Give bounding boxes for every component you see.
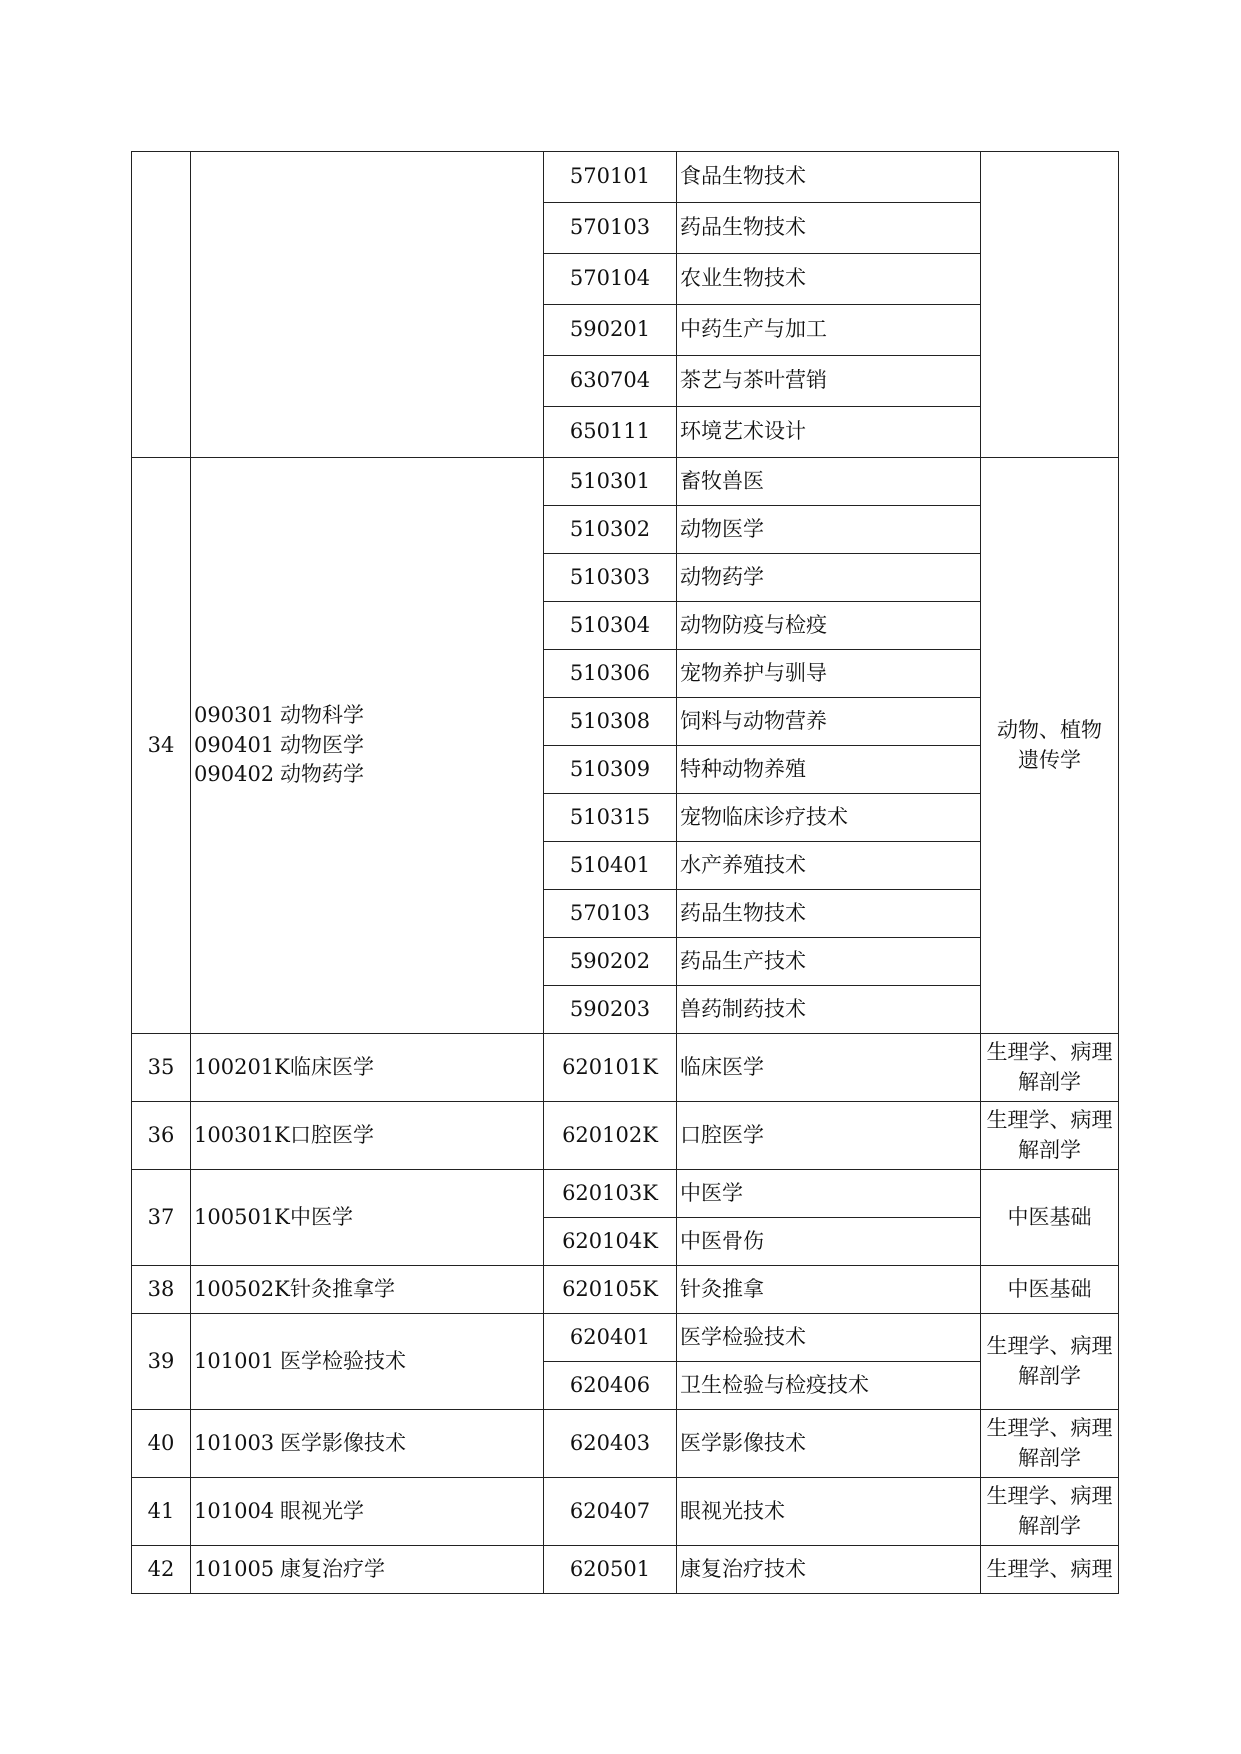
undergrad-major-entry: 100301K口腔医学 <box>194 1122 374 1147</box>
undergrad-major-entry: 100502K针灸推拿学 <box>194 1276 395 1301</box>
exam-subject-cell: 生理学、病理 <box>981 1546 1119 1594</box>
row-number-cell: 35 <box>132 1034 191 1102</box>
row-number-cell: 36 <box>132 1102 191 1170</box>
undergrad-major-cell <box>191 1170 544 1266</box>
vocational-code-cell: 650111 <box>544 407 677 458</box>
undergrad-major-entry: 090401 动物医学 <box>194 732 364 757</box>
vocational-code-cell: 620103K <box>544 1170 677 1218</box>
vocational-code-cell: 570103 <box>544 203 677 254</box>
vocational-code-cell: 510401 <box>544 842 677 890</box>
vocational-name-cell: 药品生产技术 <box>677 938 981 986</box>
vocational-code-cell: 620501 <box>544 1546 677 1594</box>
vocational-code-cell: 590201 <box>544 305 677 356</box>
vocational-name-cell: 农业生物技术 <box>677 254 981 305</box>
undergrad-major-entry: 101001 医学检验技术 <box>194 1348 406 1373</box>
vocational-code-cell: 620105K <box>544 1266 677 1314</box>
vocational-code-cell: 570101 <box>544 152 677 203</box>
vocational-code-cell: 620102K <box>544 1102 677 1170</box>
table-row <box>132 1410 1119 1478</box>
vocational-name-cell: 卫生检验与检疫技术 <box>677 1362 981 1410</box>
table-row <box>132 1102 1119 1170</box>
vocational-name-cell: 食品生物技术 <box>677 152 981 203</box>
vocational-name-cell: 兽药制药技术 <box>677 986 981 1034</box>
vocational-name-cell: 动物医学 <box>677 506 981 554</box>
vocational-name-cell: 茶艺与茶叶营销 <box>677 356 981 407</box>
vocational-code-cell: 620101K <box>544 1034 677 1102</box>
vocational-name-cell: 环境艺术设计 <box>677 407 981 458</box>
vocational-code-cell: 570103 <box>544 890 677 938</box>
row-number-cell: 38 <box>132 1266 191 1314</box>
vocational-code-cell: 590202 <box>544 938 677 986</box>
vocational-name-cell: 中药生产与加工 <box>677 305 981 356</box>
table-row <box>132 1314 1119 1362</box>
undergrad-major-entry: 101005 康复治疗学 <box>194 1556 385 1581</box>
row-number-cell: 40 <box>132 1410 191 1478</box>
exam-subject-cell: 生理学、病理 解剖学 <box>981 1034 1119 1102</box>
table-row <box>132 1546 1119 1594</box>
vocational-code-cell: 510309 <box>544 746 677 794</box>
row-number-cell: 39 <box>132 1314 191 1410</box>
vocational-code-cell: 510304 <box>544 602 677 650</box>
undergrad-major-cell <box>191 458 544 1034</box>
table-row <box>132 458 1119 506</box>
undergrad-major-entry: 090402 动物药学 <box>194 762 364 787</box>
vocational-name-cell: 水产养殖技术 <box>677 842 981 890</box>
table-row <box>132 1034 1119 1102</box>
exam-subject-cell: 生理学、病理 解剖学 <box>981 1314 1119 1410</box>
vocational-code-cell: 510306 <box>544 650 677 698</box>
vocational-name-cell: 中医骨伤 <box>677 1218 981 1266</box>
undergrad-major-cell <box>191 152 544 458</box>
undergrad-major-cell <box>191 1478 544 1546</box>
table-row <box>132 1266 1119 1314</box>
undergrad-major-cell <box>191 1034 544 1102</box>
vocational-name-cell: 康复治疗技术 <box>677 1546 981 1594</box>
row-number-cell: 34 <box>132 458 191 1034</box>
vocational-name-cell: 药品生物技术 <box>677 890 981 938</box>
vocational-name-cell: 动物药学 <box>677 554 981 602</box>
table-row <box>132 1478 1119 1546</box>
vocational-code-cell: 630704 <box>544 356 677 407</box>
vocational-code-cell: 620401 <box>544 1314 677 1362</box>
vocational-code-cell: 510302 <box>544 506 677 554</box>
vocational-name-cell: 特种动物养殖 <box>677 746 981 794</box>
vocational-name-cell: 中医学 <box>677 1170 981 1218</box>
row-number-cell: 41 <box>132 1478 191 1546</box>
exam-subject-cell: 生理学、病理 解剖学 <box>981 1410 1119 1478</box>
vocational-name-cell: 畜牧兽医 <box>677 458 981 506</box>
undergrad-major-cell <box>191 1266 544 1314</box>
vocational-name-cell: 药品生物技术 <box>677 203 981 254</box>
vocational-name-cell: 针灸推拿 <box>677 1266 981 1314</box>
vocational-code-cell: 570104 <box>544 254 677 305</box>
vocational-name-cell: 宠物临床诊疗技术 <box>677 794 981 842</box>
row-number-cell <box>132 152 191 458</box>
exam-subject-cell: 动物、植物 遗传学 <box>981 458 1119 1034</box>
major-correspondence-table <box>131 151 1119 1594</box>
undergrad-major-cell <box>191 1314 544 1410</box>
vocational-name-cell: 临床医学 <box>677 1034 981 1102</box>
vocational-name-cell: 口腔医学 <box>677 1102 981 1170</box>
vocational-code-cell: 590203 <box>544 986 677 1034</box>
vocational-name-cell: 医学检验技术 <box>677 1314 981 1362</box>
vocational-name-cell: 饲料与动物营养 <box>677 698 981 746</box>
vocational-code-cell: 510315 <box>544 794 677 842</box>
undergrad-major-cell <box>191 1546 544 1594</box>
exam-subject-cell <box>981 152 1119 458</box>
undergrad-major-entry: 100501K中医学 <box>194 1204 353 1229</box>
undergrad-major-cell <box>191 1102 544 1170</box>
vocational-code-cell: 510301 <box>544 458 677 506</box>
vocational-code-cell: 510303 <box>544 554 677 602</box>
exam-subject-cell: 生理学、病理 解剖学 <box>981 1478 1119 1546</box>
undergrad-major-entry: 100201K临床医学 <box>194 1054 374 1079</box>
undergrad-major-entry: 101004 眼视光学 <box>194 1498 364 1523</box>
vocational-code-cell: 510308 <box>544 698 677 746</box>
vocational-name-cell: 眼视光技术 <box>677 1478 981 1546</box>
undergrad-major-entry: 101003 医学影像技术 <box>194 1430 406 1455</box>
vocational-code-cell: 620403 <box>544 1410 677 1478</box>
table-row <box>132 1170 1119 1218</box>
exam-subject-cell: 中医基础 <box>981 1266 1119 1314</box>
row-number-cell: 37 <box>132 1170 191 1266</box>
row-number-cell: 42 <box>132 1546 191 1594</box>
vocational-code-cell: 620406 <box>544 1362 677 1410</box>
exam-subject-cell: 生理学、病理 解剖学 <box>981 1102 1119 1170</box>
undergrad-major-entry: 090301 动物科学 <box>194 703 364 728</box>
table-row <box>132 152 1119 203</box>
vocational-name-cell: 动物防疫与检疫 <box>677 602 981 650</box>
vocational-code-cell: 620104K <box>544 1218 677 1266</box>
undergrad-major-cell <box>191 1410 544 1478</box>
exam-subject-cell: 中医基础 <box>981 1170 1119 1266</box>
vocational-code-cell: 620407 <box>544 1478 677 1546</box>
vocational-name-cell: 宠物养护与驯导 <box>677 650 981 698</box>
vocational-name-cell: 医学影像技术 <box>677 1410 981 1478</box>
